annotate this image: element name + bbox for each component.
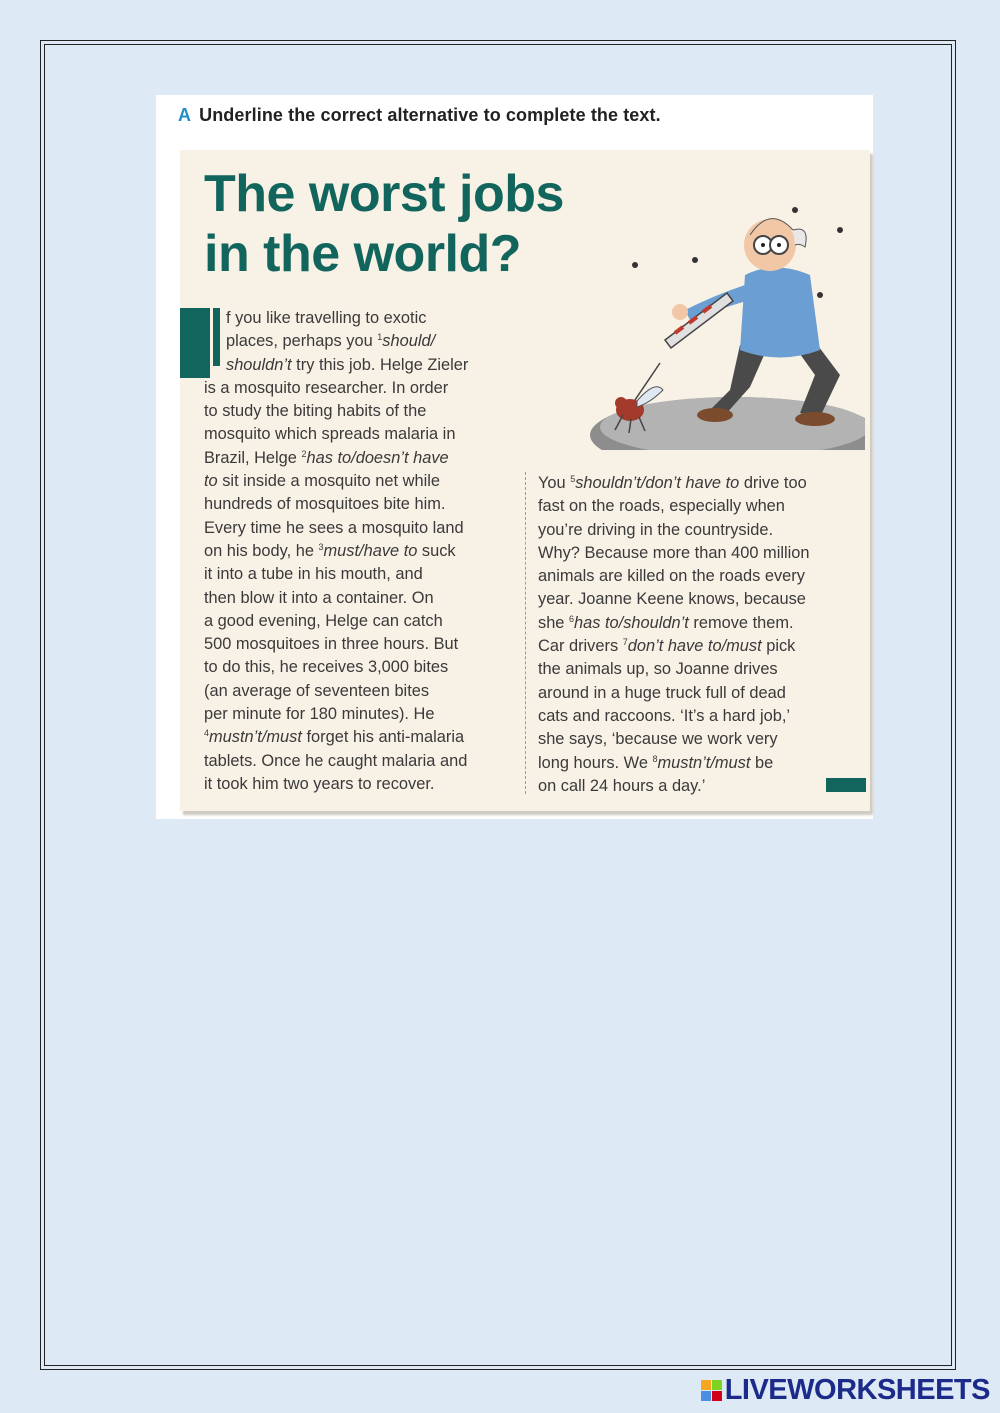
gap-2-options-cont[interactable]: to xyxy=(204,472,218,491)
gap-3-options[interactable]: must/have to xyxy=(323,541,418,560)
instruction-text: Underline the correct alternative to complete the text. xyxy=(199,105,661,125)
article-title xyxy=(204,164,564,284)
worksheet-image xyxy=(156,95,873,819)
article-column-2: You $^5$shouldn’t/don’t have to drive too fast on the roads, especially when you’re driving in the countryside. Why? Because more than 400 million animals are killed on the roads every year. Joanne Keene knows, because she $^6$has to/shouldn’t remove them. Car drivers $^7$don’t have to/must pick the animals up, so Joanne drives around in a huge truck full of dead cats and raccoons. ‘It’s a hard job,’ she says, ‘because we work very long hours. We $^8$mustn’t/must be on call 24 hours a day.’ xyxy=(538,474,810,795)
end-mark xyxy=(826,778,866,792)
gap-number-8: 8 xyxy=(652,753,658,764)
gap-5-options[interactable]: shouldn’t/don’t have to xyxy=(575,474,740,492)
article-panel xyxy=(180,150,870,811)
gap-number-1: 1 xyxy=(377,332,383,343)
gap-number-4: 4 xyxy=(204,728,210,739)
gap-number-6: 6 xyxy=(568,613,574,624)
gap-number-5: 5 xyxy=(570,474,576,484)
gap-8-options[interactable]: mustn’t/must xyxy=(657,753,751,772)
gap-2-options[interactable]: has to/doesn’t have xyxy=(306,448,449,467)
gap-6-options[interactable]: has to/shouldn’t xyxy=(574,613,689,632)
gap-number-2: 2 xyxy=(301,448,307,459)
gap-number-7: 7 xyxy=(622,637,628,648)
scientist-mosquito-illustration xyxy=(565,175,865,450)
liveworksheets-logo[interactable] xyxy=(701,1374,990,1407)
instruction xyxy=(178,105,661,126)
gap-7-options[interactable]: don’t have to/must xyxy=(627,637,762,656)
article-column-1: f you like travelling to exotic places, perhaps you $^1$should/ shouldn’t try this job. Helge Zieler is a mosquito researcher. In order to study the biting habits of the mosquito which spreads malaria in Brazil, Helge $^2$has to/doesn’t have to sit inside a mosquito net while hundreds of mosquitoes bite him. Every time he sees a mosquito land on his body, he $^3$must/have to suck it into a tube in his mouth, and then blow it into a container. On a good evening, Helge can catch 500 mosquitoes in three hours. But to do this, he receives 3,000 bites (an average of seventeen bites per minute for 180 minutes). He $^4$mustn’t/must forget his anti-malaria tablets. Once he caught malaria and it took him two years to recover. xyxy=(204,309,469,793)
brand-name: LIVEWORKSHEETS xyxy=(724,1374,990,1406)
gap-number-3: 3 xyxy=(318,541,324,552)
instruction-letter: A xyxy=(178,105,192,125)
gap-4-options[interactable]: mustn’t/must xyxy=(209,728,302,747)
gap-1-options[interactable]: should/ xyxy=(382,332,436,351)
logo-icon xyxy=(701,1380,722,1401)
gap-1-options-cont[interactable]: shouldn’t xyxy=(226,355,292,374)
title-line-1: The worst jobs xyxy=(204,165,564,223)
column-divider xyxy=(525,472,526,794)
title-line-2: in the world? xyxy=(204,225,522,283)
